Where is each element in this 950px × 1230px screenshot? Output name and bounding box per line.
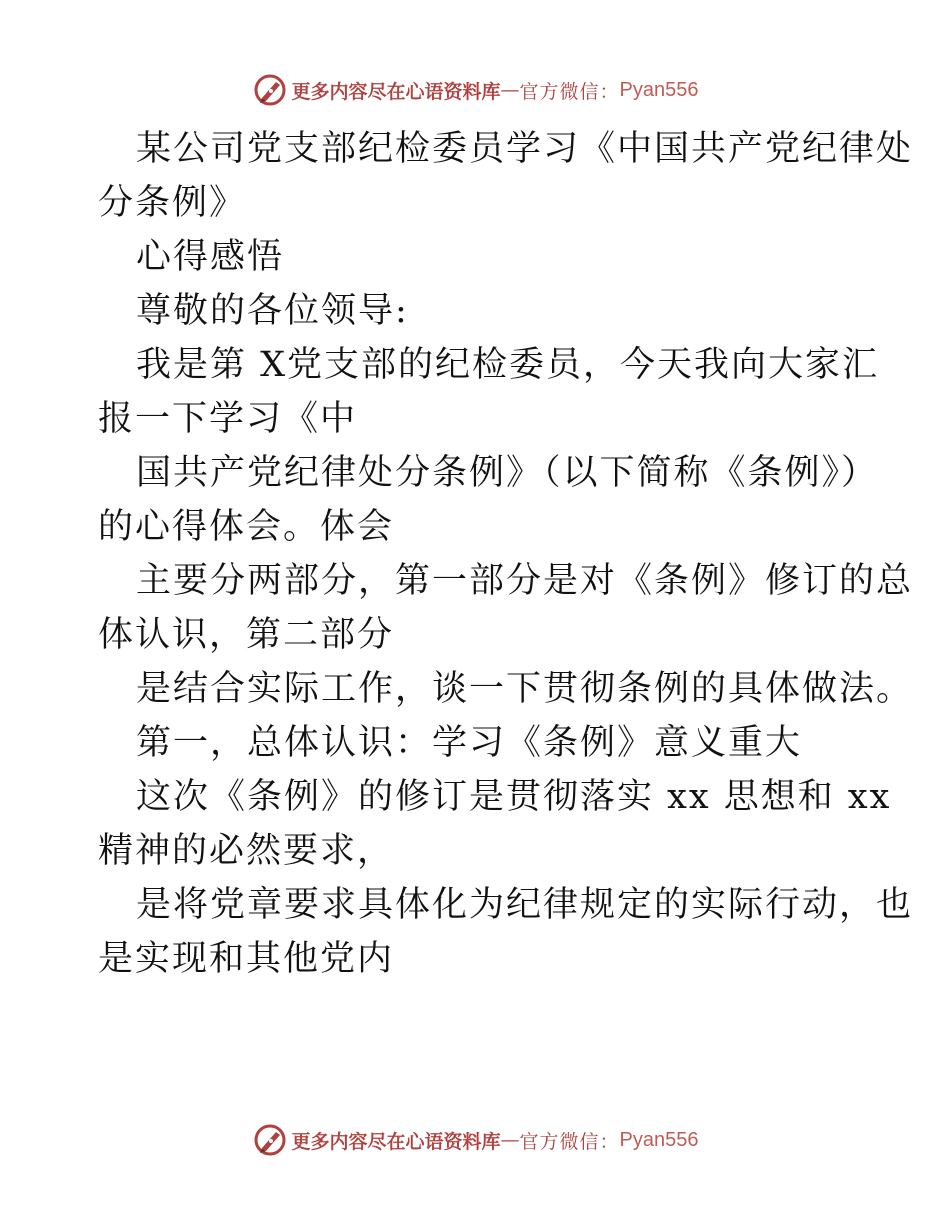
- watermark-brand: 更多内容尽在心语资料库: [291, 80, 501, 103]
- watermark-brand: 更多内容尽在心语资料库: [291, 1130, 501, 1153]
- paragraph-line: 是实现和其他党内: [98, 939, 395, 979]
- title-line-1: 某公司党支部纪检委员学习《中国共产党纪律处: [136, 129, 914, 169]
- paragraph-line: 是将党章要求具体化为纪律规定的实际行动，也: [136, 885, 914, 925]
- watermark-dash: —: [500, 79, 520, 101]
- paragraph-line: 精神的必然要求，: [98, 831, 395, 871]
- title-line-2: 分条例》: [98, 183, 247, 223]
- paragraph-line: 是结合实际工作，谈一下贯彻条例的具体做法。: [136, 669, 914, 709]
- watermark-wechat-label: 官方微信：: [519, 1130, 620, 1153]
- paragraph-line: 体认识，第二部分: [98, 615, 395, 655]
- section-heading-line: 第一，总体认识：学习《条例》意义重大: [136, 723, 803, 763]
- pen-logo-icon: [252, 1122, 288, 1158]
- salutation-line: 尊敬的各位领导:: [136, 291, 409, 331]
- watermark-wechat-label: 官方微信：: [519, 80, 620, 103]
- header-watermark: [0, 70, 950, 110]
- paragraph-line: 报一下学习《中: [98, 399, 358, 439]
- subtitle-line: 心得感悟: [136, 237, 285, 277]
- watermark-dash: —: [500, 1129, 520, 1151]
- paragraph-line: 国共产党纪律处分条例》（以下简称《条例》）: [136, 453, 879, 493]
- footer-watermark: [0, 1120, 950, 1160]
- document-body: [98, 122, 914, 986]
- paragraph-line: 我是第 X党支部的纪检委员，今天我向大家汇: [136, 345, 880, 385]
- paragraph-line: 的心得体会。体会: [98, 507, 395, 547]
- watermark-wechat-id: Pyan556: [619, 1128, 699, 1151]
- paragraph-line: 主要分两部分，第一部分是对《条例》修订的总: [136, 561, 914, 601]
- watermark-wechat-id: Pyan556: [619, 78, 699, 101]
- pen-logo-icon: [252, 72, 288, 108]
- paragraph-line: 这次《条例》的修订是贯彻落实 xx 思想和 xx: [136, 777, 892, 817]
